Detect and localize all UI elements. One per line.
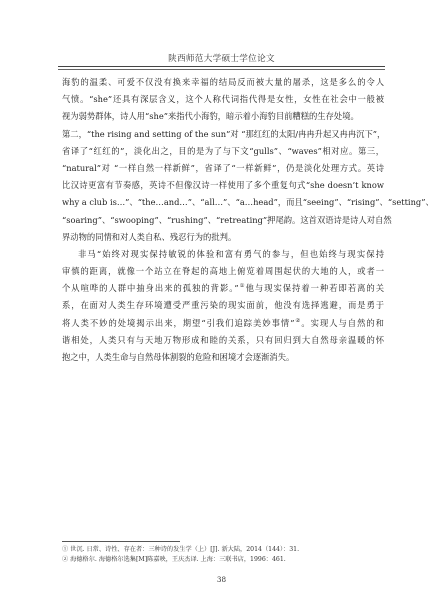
- paragraph3-line: [62, 280, 384, 297]
- paragraph3-line: 系，在面对人类生存环境遭受严重污染的现实面前，他没有选择逃避，而是勇于: [62, 300, 384, 311]
- header-rule-thin: [58, 69, 385, 70]
- body-text: [62, 74, 434, 366]
- paragraph1-line: 气愤。“she”还具有深层含义，这个人称代词指代得是女性，女性在社会中一般被: [62, 94, 384, 105]
- footnote: ② 海德格尔. 海德格尔选集[M]陈嘉映，王庆杰译. 上海：三联书店，1996：461.: [62, 556, 286, 563]
- paragraph2-line: “natural”对 “一样自然一样新鲜”，省译了“一样新鲜”，仍是淡化处理方式。英诗: [62, 162, 384, 173]
- paragraph2-line: 界动物的同情和对人类自私、残忍行为的批判。: [62, 231, 237, 242]
- paragraph2-line: 第二，“the rising and setting of the sun”对 “那红红的太阳/冉冉升起又冉冉沉下”，: [62, 128, 386, 139]
- footnote-rule: [62, 541, 180, 542]
- page-header-title: 陕西师范大学硕士学位论文: [168, 54, 275, 64]
- footnote-ref: ①: [238, 283, 246, 290]
- paragraph3-line: 谐相处，人类只有与天地万物形成和睦的关系，只有回归到大自然母亲温暖的怀: [62, 334, 384, 345]
- paragraph3-text: 。实现人与自然的和: [301, 317, 384, 328]
- paragraph3-line: 抱之中，人类生命与自然母体割裂的危险和困境才会逐渐消失。: [62, 352, 295, 362]
- page-number: 38: [216, 575, 227, 584]
- footnote-ref: ②: [294, 317, 302, 324]
- paragraph2-line: 省译了“红红的”，淡化出之，目的是为了与下文“gulls”、“waves”相对应。第三，: [62, 145, 384, 156]
- footnote: ① 世沉. 日常、诗性、存在者：三种诗的发生学（上）[J]. 新大陆，2014（144）：31.: [62, 546, 300, 553]
- paragraph2-line: why a club is…”、“the…and…”、“all…”、“a…head”，而且“seeing”、“rising”、“setting”、: [62, 197, 434, 208]
- paragraph3-text: 他与现实保持着一种若即若离的关: [245, 283, 385, 294]
- paragraph3-text: 个从喧哗的人群中抽身出来的孤独的背影。”: [62, 283, 239, 294]
- paragraph3-line: 审慎的距离，就像一个站立在脊起的高地上俯览着周围起伏的大地的人，或者一: [62, 266, 384, 277]
- paragraph2-line: “soaring”、“swooping”、“rushing”、“retreating”押尾韵。这首双语诗是诗人对自然: [62, 214, 392, 225]
- footnotes: [62, 545, 384, 565]
- paragraph3-text: 将人类不妙的处境揭示出来，期望“引我们追踪美妙事情”: [62, 317, 295, 328]
- paragraph3-line: [62, 315, 384, 332]
- paragraph1-line: 海豹的温柔、可爱不仅没有换来幸福的结局反而被大量的屠杀，这是多么的令人: [62, 77, 384, 87]
- header-rule-thick: [58, 66, 385, 67]
- paragraph1-line: 视为弱势群体，诗人用“she”来指代小海豹，暗示着小海豹目前糟糕的生存处境。: [62, 111, 359, 122]
- paragraph2-line: 比汉诗更富有节奏感，英诗不但像汉诗一样使用了多个重复句式“she doesn’t know: [62, 180, 384, 191]
- paragraph3-line: 非马“始终对现实保持敏锐的体验和富有勇气的参与，但也始终与现实保持: [78, 248, 384, 259]
